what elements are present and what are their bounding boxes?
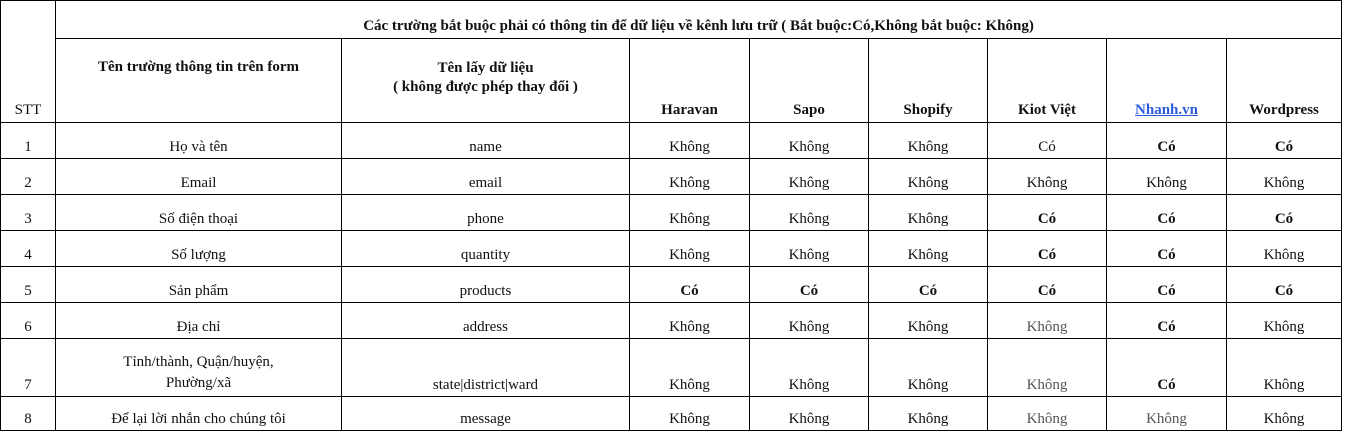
cell-shopify: Không bbox=[869, 195, 988, 231]
header-data-key-line1: Tên lấy dữ liệu bbox=[437, 60, 534, 76]
cell-wordpress: Có bbox=[1227, 267, 1342, 303]
row-stt: 2 bbox=[1, 159, 56, 195]
row-stt: 7 bbox=[1, 339, 56, 397]
row-field: Số lượng bbox=[56, 231, 342, 267]
row-key: products bbox=[342, 267, 630, 303]
cell-haravan: Có bbox=[630, 267, 750, 303]
row-field bbox=[56, 339, 342, 397]
cell-sapo: Không bbox=[750, 303, 869, 339]
row-key: name bbox=[342, 123, 630, 159]
cell-haravan: Không bbox=[630, 195, 750, 231]
corner-cell bbox=[1, 1, 56, 39]
cell-haravan: Không bbox=[630, 231, 750, 267]
cell-nhanh-vn: Có bbox=[1107, 267, 1227, 303]
table-row bbox=[1, 195, 1342, 231]
cell-shopify: Không bbox=[869, 303, 988, 339]
cell-sapo: Không bbox=[750, 159, 869, 195]
cell-nhanh-vn: Có bbox=[1107, 123, 1227, 159]
row-field: Sản phẩm bbox=[56, 267, 342, 303]
cell-sapo: Không bbox=[750, 339, 869, 397]
cell-shopify: Không bbox=[869, 231, 988, 267]
row-stt: 8 bbox=[1, 397, 56, 431]
cell-kiot-viet: Có bbox=[988, 123, 1107, 159]
row-stt: 1 bbox=[1, 123, 56, 159]
cell-kiot-viet: Không bbox=[988, 397, 1107, 431]
row-field: Địa chỉ bbox=[56, 303, 342, 339]
cell-kiot-viet: Không bbox=[988, 159, 1107, 195]
row-field: Để lại lời nhắn cho chúng tôi bbox=[56, 397, 342, 431]
cell-wordpress: Không bbox=[1227, 231, 1342, 267]
nhanh-vn-link[interactable]: Nhanh.vn bbox=[1135, 102, 1198, 118]
header-wordpress: Wordpress bbox=[1227, 39, 1342, 123]
cell-kiot-viet: Không bbox=[988, 339, 1107, 397]
row-key: quantity bbox=[342, 231, 630, 267]
table-row bbox=[1, 159, 1342, 195]
cell-nhanh-vn: Có bbox=[1107, 231, 1227, 267]
header-shopify: Shopify bbox=[869, 39, 988, 123]
cell-nhanh-vn: Không bbox=[1107, 159, 1227, 195]
row-field-line2: Phường/xã bbox=[165, 375, 232, 391]
table-row bbox=[1, 339, 1342, 397]
table-row bbox=[1, 303, 1342, 339]
table-row bbox=[1, 397, 1342, 431]
cell-haravan: Không bbox=[630, 123, 750, 159]
table-title: Các trường bắt buộc phải có thông tin để dữ liệu về kênh lưu trữ ( Bắt buộc:Có,Không bắt buộc: Không) bbox=[56, 1, 1342, 39]
header-sapo: Sapo bbox=[750, 39, 869, 123]
cell-shopify: Không bbox=[869, 123, 988, 159]
row-stt: 3 bbox=[1, 195, 56, 231]
table-row bbox=[1, 231, 1342, 267]
header-data-key-line2: ( không được phép thay đổi ) bbox=[393, 79, 578, 95]
cell-haravan: Không bbox=[630, 339, 750, 397]
table-row bbox=[1, 267, 1342, 303]
header-nhanh-vn[interactable] bbox=[1107, 39, 1227, 123]
cell-sapo: Không bbox=[750, 397, 869, 431]
row-stt: 6 bbox=[1, 303, 56, 339]
row-key: message bbox=[342, 397, 630, 431]
cell-wordpress: Không bbox=[1227, 159, 1342, 195]
cell-wordpress: Có bbox=[1227, 123, 1342, 159]
cell-sapo: Không bbox=[750, 231, 869, 267]
row-key: email bbox=[342, 159, 630, 195]
cell-sapo: Có bbox=[750, 267, 869, 303]
header-stt: STT bbox=[1, 39, 56, 123]
table-row bbox=[1, 123, 1342, 159]
cell-kiot-viet: Có bbox=[988, 195, 1107, 231]
cell-wordpress: Có bbox=[1227, 195, 1342, 231]
header-field-name: Tên trường thông tin trên form bbox=[56, 39, 342, 123]
cell-shopify: Không bbox=[869, 339, 988, 397]
cell-shopify: Có bbox=[869, 267, 988, 303]
cell-wordpress: Không bbox=[1227, 339, 1342, 397]
header-kiot-viet: Kiot Việt bbox=[988, 39, 1107, 123]
header-haravan: Haravan bbox=[630, 39, 750, 123]
row-field: Email bbox=[56, 159, 342, 195]
cell-haravan: Không bbox=[630, 159, 750, 195]
row-stt: 5 bbox=[1, 267, 56, 303]
cell-nhanh-vn: Có bbox=[1107, 339, 1227, 397]
cell-haravan: Không bbox=[630, 303, 750, 339]
cell-haravan: Không bbox=[630, 397, 750, 431]
cell-wordpress: Không bbox=[1227, 303, 1342, 339]
row-field-line1: Tỉnh/thành, Quận/huyện, bbox=[123, 354, 274, 370]
header-data-key bbox=[342, 39, 630, 123]
cell-wordpress: Không bbox=[1227, 397, 1342, 431]
row-field: Số điện thoại bbox=[56, 195, 342, 231]
cell-sapo: Không bbox=[750, 195, 869, 231]
row-key: state|district|ward bbox=[342, 339, 630, 397]
row-key: phone bbox=[342, 195, 630, 231]
cell-kiot-viet: Có bbox=[988, 267, 1107, 303]
row-field: Họ và tên bbox=[56, 123, 342, 159]
cell-nhanh-vn: Có bbox=[1107, 303, 1227, 339]
row-stt: 4 bbox=[1, 231, 56, 267]
cell-kiot-viet: Có bbox=[988, 231, 1107, 267]
cell-kiot-viet: Không bbox=[988, 303, 1107, 339]
cell-nhanh-vn: Có bbox=[1107, 195, 1227, 231]
row-key: address bbox=[342, 303, 630, 339]
cell-sapo: Không bbox=[750, 123, 869, 159]
cell-shopify: Không bbox=[869, 159, 988, 195]
cell-shopify: Không bbox=[869, 397, 988, 431]
cell-nhanh-vn: Không bbox=[1107, 397, 1227, 431]
